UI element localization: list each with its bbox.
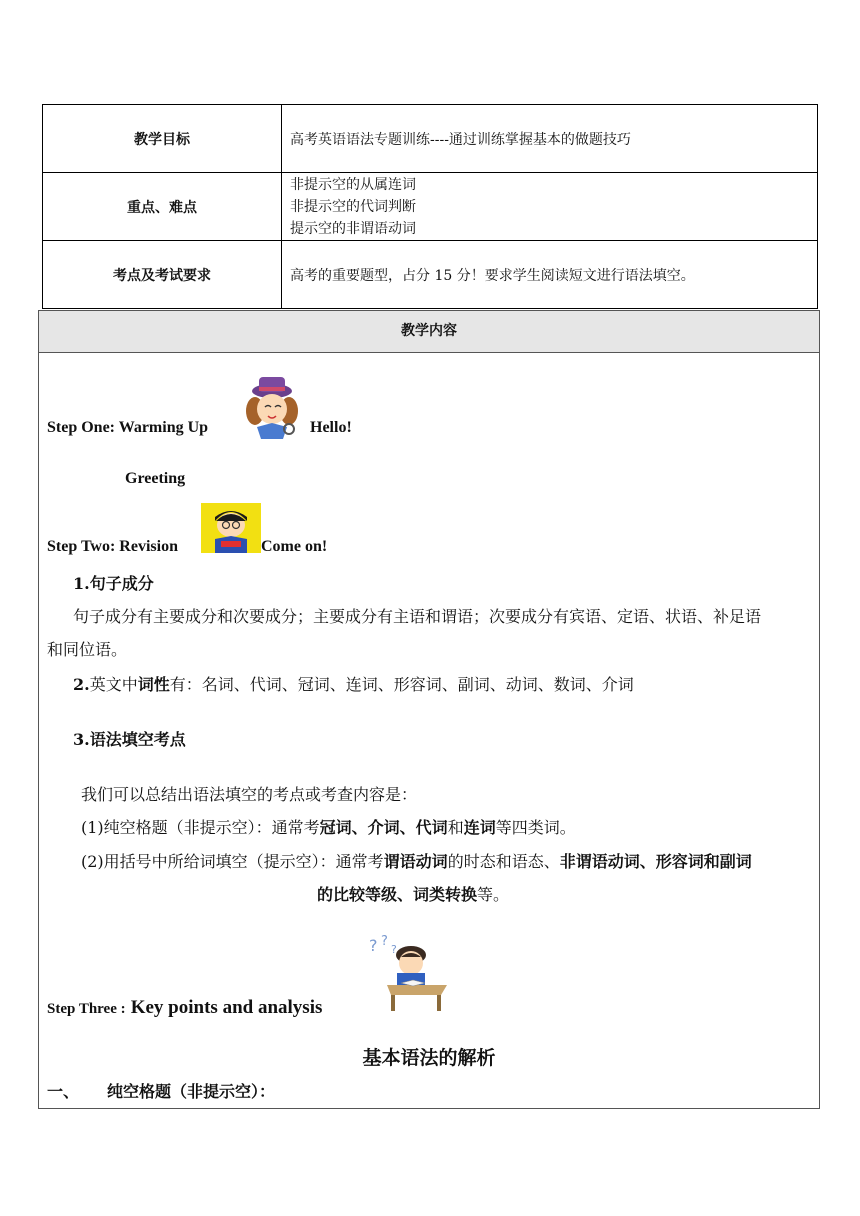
- point-2-line-2: [317, 882, 509, 905]
- boy-cartoon-icon: [201, 503, 261, 553]
- point-2-line-1: [81, 849, 752, 872]
- point-2-b: 谓语动词: [383, 852, 448, 871]
- info-value-line: 提示空的非谓语动词: [290, 220, 416, 237]
- step-one-title: Step One: Warming Up: [47, 419, 209, 436]
- section-2-post: 有：名词、代词、冠词、连词、形容词、副词、动词、数词、介词: [169, 675, 634, 694]
- section-1-line-1: 句子成分有主要成分和次要成分；主要成分有主语和谓语；次要成分有宾语、定语、状语、补足语: [73, 607, 762, 626]
- section-2-pre: 英文中: [89, 675, 138, 694]
- point-2-a: (2)用括号中所给词填空（提示空）：通常考: [81, 852, 384, 871]
- step-three-label: Step Three :: [47, 1001, 126, 1017]
- section-2-bold: 词性: [137, 675, 170, 694]
- step-three-title: [47, 997, 322, 1019]
- summary-text: 我们可以总结出语法填空的考点或考查内容是：: [81, 785, 418, 804]
- section-2-line: [73, 672, 634, 695]
- info-value: [282, 173, 818, 241]
- content-header: 教学内容: [39, 311, 819, 353]
- section-one-title: 纯空格题（非提示空）：: [107, 1082, 276, 1101]
- point-1-e: 等四类词。: [495, 818, 576, 837]
- content-box: [38, 310, 820, 1109]
- svg-text:?: ?: [391, 943, 397, 956]
- section-1-num: 1.: [73, 574, 90, 593]
- point-1: [81, 815, 576, 838]
- info-row-key-points: [43, 173, 818, 241]
- section-3-title: 语法填空考点: [89, 730, 186, 749]
- greeting-text: Greeting: [125, 470, 186, 487]
- point-1-a: (1)纯空格题（非提示空）：通常考: [81, 818, 320, 837]
- girl-cartoon-icon: [239, 371, 305, 441]
- step-three-topic: Key points and analysis: [130, 997, 323, 1018]
- info-value: 高考英语语法专题训练----通过训练掌握基本的做题技巧: [282, 105, 818, 173]
- section-main-title: 基本语法的解析: [362, 1047, 496, 1069]
- info-table: [42, 104, 818, 309]
- point-2-c: 的时态和语态、: [447, 852, 560, 871]
- info-value-line: 非提示空的从属连词: [290, 176, 416, 193]
- info-label: 教学目标: [43, 105, 282, 173]
- point-1-d: 连词: [463, 818, 496, 837]
- section-1-line-2: 和同位语。: [47, 640, 128, 659]
- svg-text:?: ?: [381, 934, 388, 949]
- point-2-f: 等。: [477, 885, 510, 904]
- section-1-title: 句子成分: [89, 574, 154, 593]
- point-2-d: 非谓语动词、形容词和副词: [559, 852, 752, 871]
- info-label: 考点及考试要求: [43, 241, 282, 309]
- section-3-num: 3.: [73, 730, 90, 749]
- section-3-heading: [73, 727, 186, 750]
- step-two-come-on: Come on!: [261, 538, 328, 555]
- section-1-heading: [73, 571, 154, 594]
- point-1-c: 和: [447, 818, 464, 837]
- info-label: 重点、难点: [43, 173, 282, 241]
- section-2-num: 2.: [73, 675, 90, 694]
- info-value-line: 非提示空的代词判断: [290, 198, 416, 215]
- thinking-student-icon: [367, 933, 457, 1013]
- point-2-e: 的比较等级、词类转换: [317, 885, 478, 904]
- svg-text:?: ?: [369, 936, 378, 955]
- point-1-b: 冠词、介词、代词: [319, 818, 448, 837]
- info-row-exam: [43, 241, 818, 309]
- info-row-goal: [43, 105, 818, 173]
- section-one-num: 一、: [47, 1082, 80, 1101]
- info-value: 高考的重要题型，占分 15 分！要求学生阅读短文进行语法填空。: [282, 241, 818, 309]
- step-two-title: Step Two: Revision: [47, 538, 178, 555]
- step-one-hello: Hello!: [310, 419, 352, 436]
